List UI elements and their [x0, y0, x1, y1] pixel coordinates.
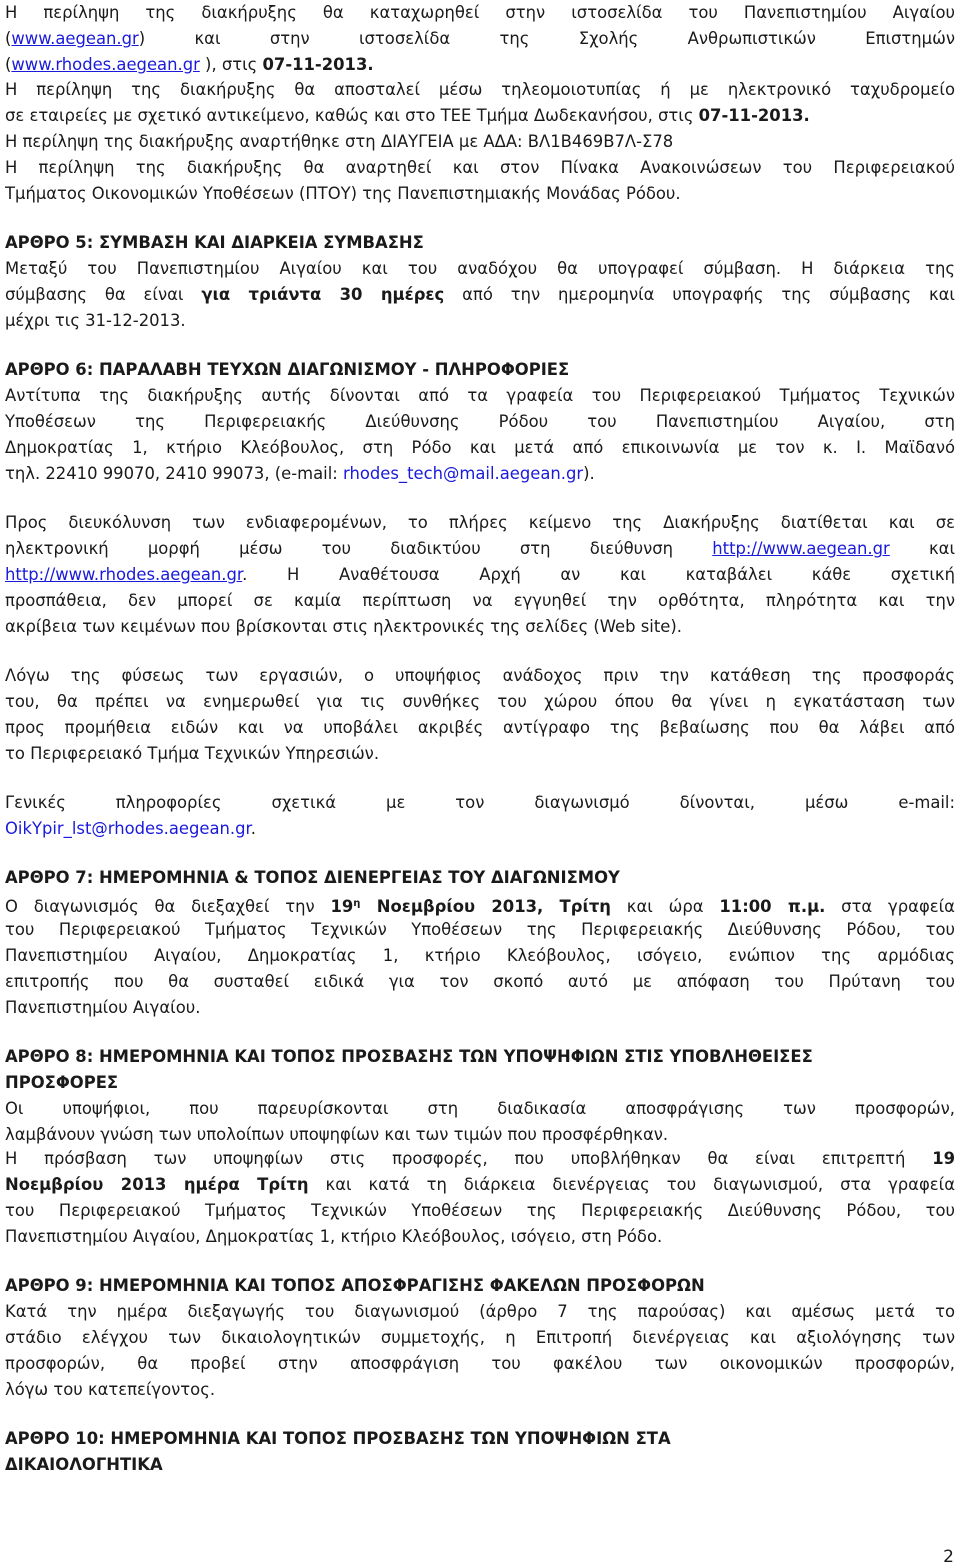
text-line: Αντίτυπα της διακήρυξης αυτής δίνονται από τα γραφεία του Περιφερειακού Τμήματος Τεχνικών — [5, 386, 955, 405]
text-line — [5, 52, 955, 78]
text-run: και ώρα — [610, 897, 720, 916]
text-line: του Περιφερειακού Τμήματος Τεχνικών Υποθέσεων της Περιφερειακής Διεύθυνσης Ρόδου, του — [5, 1201, 955, 1220]
text-line: Γενικές πληροφορίες σχετικά με τον διαγωνισμό δίνονται, μέσω e-mail: — [5, 793, 955, 812]
text-line: στάδιο ελέγχου των δικαιολογητικών συμμετοχής, η Επιτροπή διενέργειας και αξιολόγησης των — [5, 1328, 955, 1347]
text-run: σύμβασης θα είναι — [5, 285, 202, 304]
text-line: Λόγω της φύσεως των εργασιών, ο υποψήφιος ανάδοχος πριν την κατάθεση της προσφοράς — [5, 666, 955, 685]
text-run: για τριάντα 30 ημέρες — [201, 285, 445, 304]
section-heading-line: ΑΡΘΡΟ 9: ΗΜΕΡΟΜΗΝΙΑ ΚΑΙ ΤΟΠΟΣ ΑΠΟΣΦΡΑΓΙΣΗΣ ΦΑΚΕΛΩΝ ΠΡΟΣΦΟΡΩΝ — [5, 1276, 705, 1295]
section-heading-line: ΑΡΘΡΟ 10: ΗΜΕΡΟΜΗΝΙΑ ΚΑΙ ΤΟΠΟΣ ΠΡΟΣΒΑΣΗΣ ΤΩΝ ΥΠΟΨΗΦΙΩΝ ΣΤΑ — [5, 1429, 671, 1448]
text-run: Η πρόσβαση των υποψηφίων στις προσφορές, που υποβλήθηκαν θα είναι επιτρεπτή — [5, 1149, 933, 1168]
text-line: Η περίληψη της διακήρυξης αναρτήθηκε στη ΔΙΑΥΓΕΙΑ με ΑΔΑ: ΒΛ1Β469Β7Λ-Σ78 — [5, 132, 674, 151]
section-heading-line: ΑΡΘΡΟ 8: ΗΜΕΡΟΜΗΝΙΑ ΚΑΙ ΤΟΠΟΣ ΠΡΟΣΒΑΣΗΣ ΤΩΝ ΥΠΟΨΗΦΙΩΝ ΣΤΙΣ ΥΠΟΒΛΗΘΕΙΣΕΣ — [5, 1047, 813, 1066]
text-line: προσπάθεια, δεν μπορεί σε καμία περίπτωση να εγγυηθεί την ορθότητα, πληρότητα και την — [5, 591, 955, 610]
text-line: προσφορών, θα προβεί στην αποσφράγιση του φακέλου των οικονομικών προσφορών, — [5, 1354, 955, 1373]
hyperlink[interactable]: www.rhodes.aegean.gr — [11, 55, 200, 74]
section-heading-line: ΑΡΘΡΟ 6: ΠΑΡΑΛΑΒΗ ΤΕΥΧΩΝ ΔΙΑΓΩΝΙΣΜΟΥ - ΠΛΗΡΟΦΟΡΙΕΣ — [5, 360, 570, 379]
text-line: Πανεπιστημίου Αιγαίου, Δημοκρατίας 1, κτήριο Κλεόβουλος, ισόγειο, στη Ρόδο. — [5, 1227, 663, 1246]
text-line — [5, 816, 955, 842]
page-number: 2 — [943, 1547, 954, 1567]
section-heading-line: ΠΡΟΣΦΟΡΕΣ — [5, 1073, 119, 1092]
section-heading-line: ΔΙΚΑΙΟΛΟΓΗΤΙΚΑ — [5, 1455, 163, 1474]
section-heading-line: ΑΡΘΡΟ 7: ΗΜΕΡΟΜΗΝΙΑ & ΤΟΠΟΣ ΔΙΕΝΕΡΓΕΙΑΣ ΤΟΥ ΔΙΑΓΩΝΙΣΜΟΥ — [5, 868, 620, 887]
text-line — [5, 461, 955, 487]
text-run: ηλεκτρονική μορφή μέσω του διαδικτύου στη διεύθυνση — [5, 539, 713, 558]
text-line: Η περίληψη της διακήρυξης θα αποσταλεί μέσω τηλεομοιοτυπίας ή με ηλεκτρονικό ταχυδρομείο — [5, 80, 955, 99]
text-run: και κατά τη διάρκεια διενέργειας του διαγωνισμού, στα γραφεία — [308, 1175, 955, 1194]
text-line: Τμήματος Οικονομικών Υποθέσεων (ΠΤΟΥ) της Πανεπιστημιακής Μονάδας Ρόδου. — [5, 184, 681, 203]
text-run: ( — [5, 55, 12, 74]
text-run: στα γραφεία — [825, 897, 955, 916]
text-line: Δημοκρατίας 1, κτήριο Κλεόβουλος, στη Ρόδο και μετά από επικοινωνία με τον κ. Ι. Μαϊδανό — [5, 438, 955, 457]
hyperlink[interactable]: http://www.aegean.gr — [712, 539, 890, 558]
text-line — [5, 1172, 955, 1198]
text-line: Προς διευκόλυνση των ενδιαφερομένων, το πλήρες κείμενο της Διακήρυξης διατίθεται και σε — [5, 513, 955, 532]
text-run: 11:00 π.μ. — [719, 897, 826, 916]
text-run: 19 — [932, 1149, 955, 1168]
text-line: Κατά την ημέρα διεξαγωγής του διαγωνισμού (άρθρο 7 της παρούσας) και αμέσως μετά το — [5, 1302, 955, 1321]
text-run: από την ημερομηνία υπογραφής της σύμβασης και — [444, 285, 955, 304]
text-run: 07-11-2013. — [262, 55, 374, 74]
text-line: Υποθέσεων της Περιφερειακής Διεύθυνσης Ρόδου του Πανεπιστημίου Αιγαίου, στη — [5, 412, 955, 431]
text-run: . Η Αναθέτουσα Αρχή αν και καταβάλει κάθε σχετική — [242, 565, 955, 584]
text-line: Οι υποψήφιοι, που παρευρίσκονται στη διαδικασία αποσφράγισης των προσφορών, — [5, 1099, 955, 1118]
text-run: ), στις — [199, 55, 263, 74]
text-line — [5, 282, 955, 308]
text-line: Πανεπιστημίου Αιγαίου, Δημοκρατίας 1, κτήριο Κλεόβουλος, ισόγειο, ενώπιον της αρμόδιας — [5, 946, 955, 965]
text-run: Ο διαγωνισμός θα διεξαχθεί την — [5, 897, 331, 916]
text-run: 07-11-2013. — [698, 106, 810, 125]
text-run: η — [353, 898, 361, 909]
text-line: Η περίληψη της διακήρυξης θα αναρτηθεί και στον Πίνακα Ανακοινώσεων του Περιφερειακού — [5, 158, 955, 177]
text-run: σε εταιρείες με σχετικό αντικείμενο, καθώς και στο ΤΕΕ Τμήμα Δωδεκανήσου, στις — [5, 106, 699, 125]
hyperlink[interactable]: http://www.rhodes.aegean.gr — [5, 565, 243, 584]
text-run: ). — [583, 464, 595, 483]
text-run: 19 — [330, 897, 354, 916]
text-line: Πανεπιστημίου Αιγαίου. — [5, 998, 201, 1017]
email-address: rhodes_tech@mail.aegean.gr — [343, 464, 584, 483]
text-line: λόγω του κατεπείγοντος. — [5, 1380, 216, 1399]
text-line: το Περιφερειακό Τμήμα Τεχνικών Υπηρεσιών. — [5, 744, 380, 763]
hyperlink[interactable]: www.aegean.gr — [11, 29, 139, 48]
text-run: τηλ. 22410 99070, 2410 99073, (e-mail: — [5, 464, 344, 483]
text-line: μέχρι τις 31-12-2013. — [5, 311, 186, 330]
text-line: του, θα πρέπει να ενημερωθεί για τις συνθήκες του χώρου όπου θα γίνει η εγκατάσταση των — [5, 692, 955, 711]
text-run: και — [889, 539, 955, 558]
text-run: Νοεμβρίου 2013, Τρίτη — [360, 897, 611, 916]
text-line: επιτροπής που θα συσταθεί ειδικά για τον σκοπό αυτό με απόφαση του Πρύτανη του — [5, 972, 955, 991]
text-line — [5, 1146, 955, 1172]
email-address: OikYpir_lst@rhodes.aegean.gr — [5, 819, 251, 838]
document-page — [5, 0, 955, 1568]
text-line — [5, 891, 955, 917]
section-heading-line: ΑΡΘΡΟ 5: ΣΥΜΒΑΣΗ ΚΑΙ ΔΙΑΡΚΕΙΑ ΣΥΜΒΑΣΗΣ — [5, 233, 424, 252]
text-line: προς προμήθεια ειδών και να υποβάλει ακριβές αντίγραφο της βεβαίωσης που θα λάβει από — [5, 718, 955, 737]
text-line: λαμβάνουν γνώση των υπολοίπων υποψηφίων και των τιμών που προσφέρθηκαν. — [5, 1125, 669, 1144]
text-line — [5, 536, 955, 562]
text-run: ) και στην ιστοσελίδα της Σχολής Ανθρωπιστικών Επιστημών — [138, 29, 955, 48]
text-line: Η περίληψη της διακήρυξης θα καταχωρηθεί στην ιστοσελίδα του Πανεπιστημίου Αιγαίου — [5, 3, 955, 22]
text-line: ακρίβεια των κειμένων που βρίσκονται στις ηλεκτρονικές της σελίδες (Web site). — [5, 617, 682, 636]
text-line — [5, 103, 955, 129]
text-line: του Περιφερειακού Τμήματος Τεχνικών Υποθέσεων της Περιφερειακής Διεύθυνσης Ρόδου, του — [5, 920, 955, 939]
text-run: Νοεμβρίου 2013 ημέρα Τρίτη — [5, 1175, 309, 1194]
text-line — [5, 26, 955, 52]
text-run: . — [250, 819, 256, 838]
text-line: Μεταξύ του Πανεπιστημίου Αιγαίου και του αναδόχου θα υπογραφεί σύμβαση. Η διάρκεια της — [5, 259, 955, 278]
text-line — [5, 562, 955, 588]
text-run: ( — [5, 29, 12, 48]
